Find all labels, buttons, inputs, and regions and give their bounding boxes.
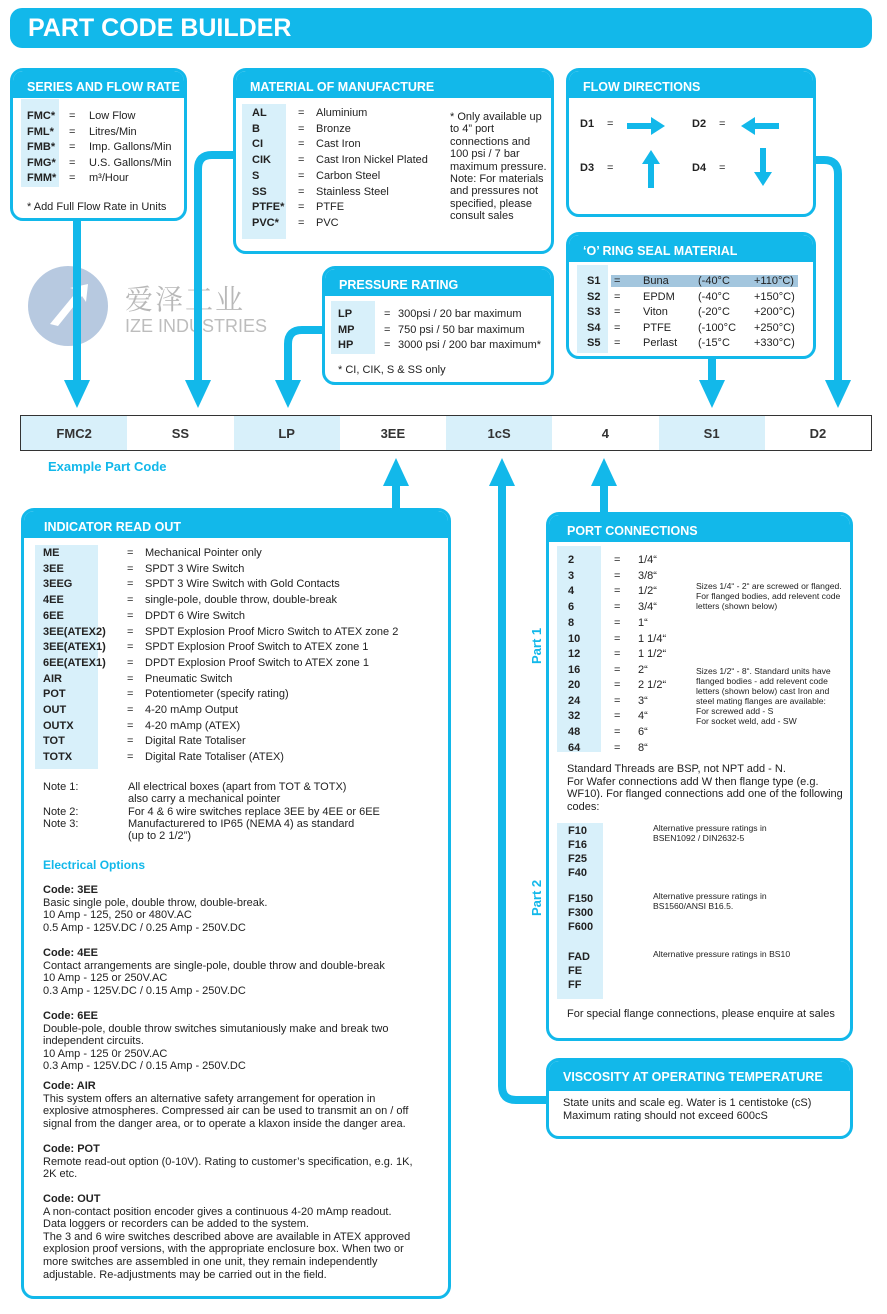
pressure-heading: PRESSURE RATING [325,269,551,296]
note-text: All electrical boxes (apart from TOT & TOTX) also carry a mechanical pointer [128,781,347,805]
row-code: OUTX [43,719,74,732]
arrow-up-icon [591,458,617,486]
row-code: S5 [587,337,601,350]
arrow-down-icon [185,380,211,408]
arrow-up-icon [641,148,661,193]
row-equals: = [614,585,621,598]
part-code-segment: D2 [809,425,827,441]
row-equals: = [298,201,305,214]
row-code: 3EE(ATEX1) [43,641,106,654]
arrow-down-icon [753,148,773,193]
row-code: TOTX [43,751,73,764]
row-value: 8“ [638,741,648,754]
part-code-segment: S1 [659,416,765,450]
row-equals: = [69,125,76,138]
pressure-note: * CI, CIK, S & SS only [338,364,446,376]
row-value: +150°C) [754,290,795,303]
note-text: For 4 & 6 wire switches replace 3EE by 4EE or 6EE [128,806,380,818]
row-equals: = [298,107,305,119]
row-code: 3EE(ATEX2) [43,625,106,638]
flange-group-note: Alternative pressure ratings in BSEN1092 / DIN2632-5 [653,823,767,843]
flange-code: F300 [568,907,594,919]
row-value: PTFE [643,321,672,334]
flow-code: D3 [580,162,595,174]
row-value: +330°C) [754,337,795,350]
flange-code: F600 [568,921,594,933]
row-equals: = [614,726,621,739]
arrow-down-icon [825,380,851,408]
part-code-segment: 1cS [446,416,552,450]
row-equals: = [298,216,305,229]
row-value: 4“ [638,710,648,723]
arrow-up-icon [489,458,515,486]
viscosity-panel [546,1058,853,1139]
flow-equals: = [719,162,726,174]
flange-code: FAD [568,951,590,963]
row-code: 4 [568,585,575,598]
row-code: 3 [568,569,575,582]
option-code: Code: POT [43,1143,100,1155]
row-value: Potentiometer (specify rating) [145,688,289,701]
indicator-panel [21,508,451,1299]
viscosity-heading: VISCOSITY AT OPERATING TEMPERATURE [549,1061,850,1091]
row-equals: = [127,719,134,732]
row-value: Bronze [316,122,351,135]
row-value: (-40°C [698,275,730,287]
row-equals: = [614,632,621,645]
row-equals: = [127,609,134,622]
flow-code: D1 [580,118,595,130]
row-value: +250°C) [754,321,795,334]
row-value: 750 psi / 50 bar maximum [398,323,525,336]
row-code: 12 [568,648,581,661]
pressure-panel [322,266,554,385]
row-value: +200°C) [754,306,795,319]
row-equals: = [127,594,134,607]
row-value: 1 1/2“ [638,648,667,661]
row-equals: = [384,308,391,320]
flow-heading: FLOW DIRECTIONS [569,71,813,98]
example-part-code-label: Example Part Code [48,459,167,474]
material-note: * Only available up to 4” port connections and 100 psi / 7 bar maximum pressure. Note: For materials and pressures not specified, please consult sales [450,111,547,223]
row-equals: = [614,648,621,661]
row-value: SPDT 3 Wire Switch [145,562,245,575]
row-code: FMM* [27,172,57,185]
arrow-up-icon [383,458,409,486]
row-value: Perlast [643,337,678,350]
port-note-b: Sizes 1/2“ - 8“. Standard units have flanged bodies - add relevent code letters (shown below) cast Iron and steel mating flanges are available: For screwed add - S For socket weld, add - SW [696,666,831,726]
row-equals: = [614,275,621,287]
flange-code: FE [568,965,583,977]
watermark-swirl-icon [28,266,108,346]
row-code: FMB* [27,141,56,154]
flange-group-note: Alternative pressure ratings in BS10 [653,949,791,959]
row-equals: = [127,562,134,575]
row-equals: = [614,601,621,614]
row-equals: = [614,663,621,676]
option-code: Code: OUT [43,1193,101,1205]
page-title: PART CODE BUILDER [10,8,872,48]
row-equals: = [384,339,391,352]
row-equals: = [614,306,621,319]
option-text: A non-contact position encoder gives a continuous 4-20 mAmp readout. Data loggers or recorders can be added to the system. The 3 and 6 wire switches described above are available in ATEX approved explosion proof versions, with the appropriate enclosure box. When two or more switches are assembled in one unit, they remain independently adjustable. Re-adjustments may be carried out in the field. [43,1205,411,1281]
row-value: DPDT Explosion Proof Switch to ATEX zone 1 [145,656,369,669]
arrow-left-icon [739,116,779,141]
row-code: TOT [43,735,65,748]
row-code: 32 [568,710,581,723]
row-equals: = [127,656,134,669]
series-flow-rate-panel [10,68,187,221]
row-value: 2“ [638,663,648,676]
row-code: POT [43,688,66,701]
flow-code: D4 [692,162,707,174]
flange-code: F150 [568,893,594,905]
flow-equals: = [607,118,614,130]
row-equals: = [614,679,621,691]
row-equals: = [298,122,305,135]
flow-code: D2 [692,118,707,130]
row-value: (-20°C [698,306,730,319]
row-value: Buna [643,275,669,287]
row-equals: = [127,625,134,638]
row-equals: = [127,672,134,685]
row-equals: = [614,321,621,334]
material-connector [198,155,234,385]
row-code: 4EE [43,594,64,607]
row-value: 3000 psi / 200 bar maximum* [398,339,542,352]
watermark-text-cn: 爱泽工业 [125,284,246,315]
note-label: Note 2: [43,806,79,818]
row-value: single-pole, double throw, double-break [145,594,338,607]
row-value: 2 1/2“ [638,679,667,691]
row-value: SPDT Explosion Proof Switch to ATEX zone 1 [145,641,369,654]
row-value: Digital Rate Totaliser [145,735,246,748]
note-text: Manufacturered to IP65 (NEMA 4) as standard (up to 2 1/2”) [128,818,355,842]
row-value: Low Flow [89,110,136,122]
row-code: S1 [587,275,601,287]
flange-code: F10 [568,825,587,837]
row-code: S2 [587,290,601,303]
row-equals: = [614,710,621,723]
row-value: Imp. Gallons/Min [89,141,172,154]
row-value: Cast Iron [316,138,361,151]
row-equals: = [69,172,76,185]
note-label: Note 3: [43,818,79,830]
row-equals: = [127,751,134,764]
row-value: (-100°C [698,321,737,334]
watermark-text-en: IZE INDUSTRIES [125,316,268,336]
part-code-segment: SS [171,425,190,441]
row-code: OUT [43,704,67,716]
row-equals: = [69,156,76,169]
note-label: Note 1: [43,781,79,793]
row-value: 1/4“ [638,554,657,566]
row-value: (-15°C [698,337,730,350]
option-code: Code: 4EE [43,947,99,959]
flange-code: F16 [568,839,587,851]
row-code: 48 [568,726,581,739]
oring-panel [566,232,816,359]
flange-code: F25 [568,853,587,865]
option-text: Contact arrangements are single-pole, double throw and double-break 10 Amp - 125 or 250V.AC 0.3 Amp - 125V.DC / 0.15 Amp - 250V.DC [43,959,385,997]
row-value: +110°C) [754,275,794,287]
row-value: 1“ [638,616,648,629]
arrow-down-icon [699,380,725,408]
pressure-connector [288,330,323,385]
row-value: Litres/Min [89,125,137,138]
row-equals: = [69,110,76,122]
row-code: 6 [568,601,575,614]
flow-connector [815,160,838,385]
row-equals: = [614,741,621,754]
row-value: Cast Iron Nickel Plated [316,154,428,167]
port-connections-panel [546,512,853,1041]
row-code: 2 [568,554,575,566]
flow-directions-panel [566,68,816,217]
part-code-segment: LP [234,416,340,450]
row-code: 6EE [43,609,64,622]
flow-equals: = [719,118,726,130]
row-code: B [252,122,260,135]
option-text: Basic single pole, double throw, double-break. 10 Amp - 125, 250 or 480V.AC 0.5 Amp - 125V.DC / 0.25 Amp - 250V.DC [43,896,268,934]
option-text: This system offers an alternative safety arrangement for operation in explosive atmospheres. Compressed air can be used to transmit an on / off signal from the danger area, or to operate a klaxon inside the danger area. [43,1092,409,1130]
row-code: 24 [568,694,581,707]
row-code: 8 [568,616,575,629]
row-value: PTFE [316,201,345,214]
port-heading: PORT CONNECTIONS [549,515,850,542]
row-code: FMC* [27,110,56,122]
viscosity-connector [502,480,547,1100]
row-equals: = [127,688,134,701]
row-value: Viton [643,306,668,319]
option-code: Code: AIR [43,1080,96,1092]
row-equals: = [298,185,305,198]
row-equals: = [127,578,134,591]
row-equals: = [127,735,134,748]
row-value: EPDM [643,290,675,303]
row-equals: = [298,154,305,167]
row-code: AL [252,107,267,119]
row-value: 6“ [638,726,648,739]
row-code: MP [338,323,355,336]
row-value: 4-20 mAmp Output [145,704,238,716]
row-code: 20 [568,679,581,691]
part2-label: Part 2 [529,879,544,916]
row-value: U.S. Gallons/Min [89,156,172,169]
arrow-right-icon [627,116,667,141]
row-value: PVC [316,216,339,229]
row-code: S4 [587,321,601,334]
row-code: CI [252,138,263,151]
electrical-options-heading: Electrical Options [43,858,146,872]
row-value: 3/8“ [638,569,657,582]
row-value: Digital Rate Totaliser (ATEX) [145,751,284,764]
row-equals: = [69,141,76,154]
row-code: PVC* [252,216,279,229]
row-equals: = [614,569,621,582]
part-code-segment: FMC2 [21,416,127,450]
indicator-heading: INDICATOR READ OUT [24,511,448,538]
option-code: Code: 6EE [43,1010,99,1022]
row-code: ME [43,547,60,559]
row-code: FMG* [27,156,56,169]
row-value: Stainless Steel [316,185,389,198]
row-code: PTFE* [252,201,285,214]
row-equals: = [614,290,621,303]
port-footer: For special flange connections, please enquire at sales [567,1008,835,1020]
row-equals: = [384,323,391,336]
part-code-segment: 4 [601,425,609,441]
row-code: FML* [27,125,54,138]
arrow-down-icon [64,380,90,408]
row-code: S [252,169,260,182]
example-part-code-bar [20,415,872,451]
row-code: LP [338,308,353,320]
row-equals: = [127,704,134,716]
row-equals: = [298,138,305,151]
row-value: 3“ [638,694,648,707]
row-value: Carbon Steel [316,169,381,182]
row-value: m³/Hour [89,172,129,185]
row-code: SS [252,185,267,198]
row-equals: = [614,616,621,629]
row-value: 1/2“ [638,585,657,598]
row-value: 4-20 mAmp (ATEX) [145,719,241,732]
material-panel [233,68,554,254]
row-code: CIK [252,154,271,167]
flow-equals: = [607,162,614,174]
row-code: 3EE [43,562,64,575]
row-equals: = [614,694,621,707]
row-code: 16 [568,663,581,676]
row-value: SPDT Explosion Proof Micro Switch to ATEX zone 2 [145,625,399,638]
option-text: Remote read-out option (0-10V). Rating to customer’s specification, e.g. 1K, 2K etc. [43,1155,413,1181]
series-note: * Add Full Flow Rate in Units [27,201,167,213]
row-code: AIR [43,672,62,685]
material-heading: MATERIAL OF MANUFACTURE [236,71,551,98]
row-value: DPDT 6 Wire Switch [145,609,246,622]
port-note-a: Sizes 1/4“ - 2“ are screwed or flanged. For flanged bodies, add relevent code letters (shown below) [696,581,842,611]
row-equals: = [614,337,621,350]
row-value: SPDT 3 Wire Switch with Gold Contacts [145,578,340,591]
row-value: 1 1/4“ [638,632,667,645]
row-equals: = [127,641,134,654]
row-code: 10 [568,632,581,645]
threads-text: Standard Threads are BSP, not NPT add - N. For Wafer connections add W then flange type (e.g. WF10). For flanged connections add one of the following codes: [567,763,843,813]
row-value: 300psi / 20 bar maximum [398,308,522,320]
option-code: Code: 3EE [43,884,99,896]
row-value: Mechanical Pointer only [145,547,262,559]
series-heading: SERIES AND FLOW RATE [13,71,184,98]
row-code: S3 [587,306,601,319]
flange-code: F40 [568,867,587,879]
row-value: 3/4“ [638,601,657,614]
arrow-down-icon [275,380,301,408]
row-equals: = [127,547,134,559]
row-code: HP [338,339,354,352]
watermark-logo [28,266,108,346]
row-code: 64 [568,741,581,754]
row-code: 3EEG [43,578,73,591]
part1-label: Part 1 [529,627,544,664]
row-equals: = [614,554,621,566]
row-value: Pneumatic Switch [145,672,233,685]
row-value: Aluminium [316,107,368,119]
option-text: Double-pole, double throw switches simutaniously make and break two independent circuits. 10 Amp - 125 0r 250V.AC 0.3 Amp - 125V.DC / 0.15 Amp - 250V.DC [43,1022,389,1073]
viscosity-text: State units and scale eg. Water is 1 centistoke (cS) Maximum rating should not exceed 600cS [563,1097,812,1122]
part-code-segment: 3EE [380,425,406,441]
row-code: 6EE(ATEX1) [43,656,106,669]
flange-code: FF [568,979,582,991]
row-equals: = [298,169,305,182]
flange-group-note: Alternative pressure ratings in BS1560/ANSI B16.5. [653,891,767,911]
oring-heading: ‘O’ RING SEAL MATERIAL [569,235,813,262]
row-value: (-40°C [698,290,730,303]
